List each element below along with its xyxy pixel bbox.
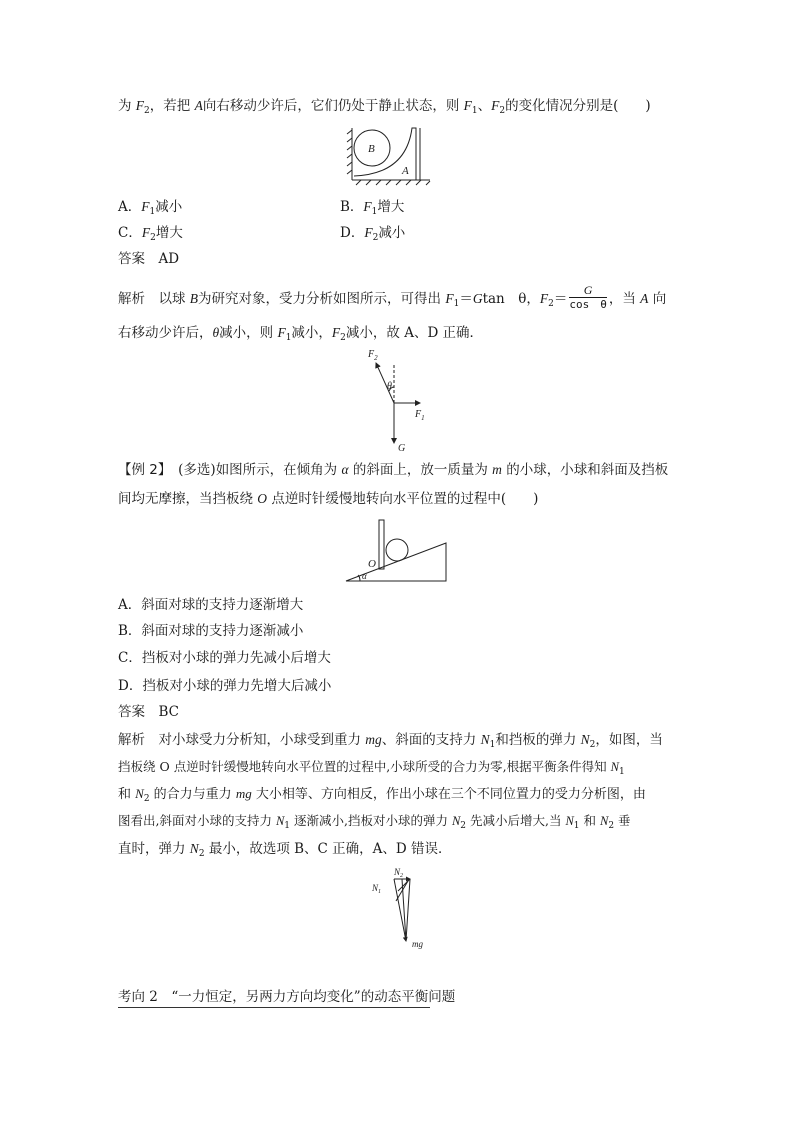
label-F1: $F_1$ [415, 409, 425, 422]
incline-figure [340, 515, 452, 587]
q2-analysis-line5: 直时，弹力 $N_2$ 最小，故选项 B、C 正确，A、D 错误． [118, 841, 452, 859]
q1-answer: 答案 AD [118, 251, 180, 267]
q2-answer: 答案 BC [118, 704, 180, 720]
force-diagram-1 [362, 345, 432, 455]
label-F2: $F_2$ [368, 349, 378, 362]
q1-option-b: B．$F_1$增大 [340, 199, 405, 217]
q2-option-a: A．斜面对球的支持力逐渐增大 [118, 597, 304, 613]
q1-option-d: D．$F_2$减小 [340, 225, 406, 243]
q2-analysis-line4: 图看出,斜面对小球的支持力 $N_1$ 逐渐减小,挡板对小球的弹力 $N_2$ 先减小后增大,当 $N_1$ 和 $N_2$ 垂 [118, 813, 631, 831]
fraction-G-over-cos: $\frac{G}{\text{cos θ}}$ [569, 283, 607, 311]
label-O: O [368, 558, 376, 570]
q2-stem-line1: 【例 2】 (多选)如图所示，在倾角为 α 的斜面上，放一质量为 m 的小球，小球和斜面及挡板 [118, 462, 669, 478]
q2-analysis-line1: 解析 对小球受力分析知，小球受到重力 mg、斜面的支持力 $N_1$和挡板的弹力 $N_2$，如图，当 [118, 732, 663, 750]
q1-analysis-line2: 右移动少许后，θ减小，则 $F_1$减小，$F_2$减小，故 A、D 正确． [118, 325, 484, 343]
section-heading: 考向 2 “一力恒定，另两力方向均变化”的动态平衡问题 [118, 989, 456, 1005]
q1-stem: 为 $F_2$，若把 A向右移动少许后，它们仍处于静止状态，则 $F_1$、$F_2$的变化情况分别是( ) [118, 98, 651, 116]
q1-analysis-line1: 解析 以球 B为研究对象，受力分析如图所示，可得出 $F_1=Gtan$ θ，$F_2=$ $\frac{G}{\text{cos θ}}$ ，当 A 向 [118, 283, 667, 311]
force-triangle-figure [368, 865, 438, 950]
label-A: A [402, 165, 409, 177]
q2-option-c: C．挡板对小球的弹力先减小后增大 [118, 650, 331, 666]
q1-option-a: A．$F_1$减小 [118, 199, 183, 217]
q2-option-b: B．斜面对球的支持力逐渐减小 [118, 623, 304, 639]
q1-option-c: C．$F_2$增大 [118, 225, 183, 243]
label-mg: mg [412, 939, 423, 949]
label-G: G [398, 443, 406, 454]
label-B: B [368, 143, 375, 155]
q2-analysis-line2: 挡板绕 O 点逆时针缓慢地转向水平位置的过程中,小球所受的合力为零,根据平衡条件得知 $N_1$ [118, 759, 625, 777]
q2-analysis-line3: 和 $N_2$ 的合力与重力 mg 大小相等、方向相反，作出小球在三个不同位置力的受力分析图，由 [118, 786, 646, 804]
label-N1: $N_1$ [372, 883, 382, 895]
label-theta: θ [387, 381, 392, 392]
label-N2: $N_2$ [394, 867, 404, 879]
q2-stem-line2: 间均无摩擦，当挡板绕 O 点逆时针缓慢地转向水平位置的过程中( ) [118, 491, 539, 507]
label-alpha: α [362, 571, 367, 581]
section-underline [118, 1007, 430, 1008]
q2-option-d: D．挡板对小球的弹力先增大后减小 [118, 678, 332, 694]
wedge-ball-figure [344, 124, 434, 186]
